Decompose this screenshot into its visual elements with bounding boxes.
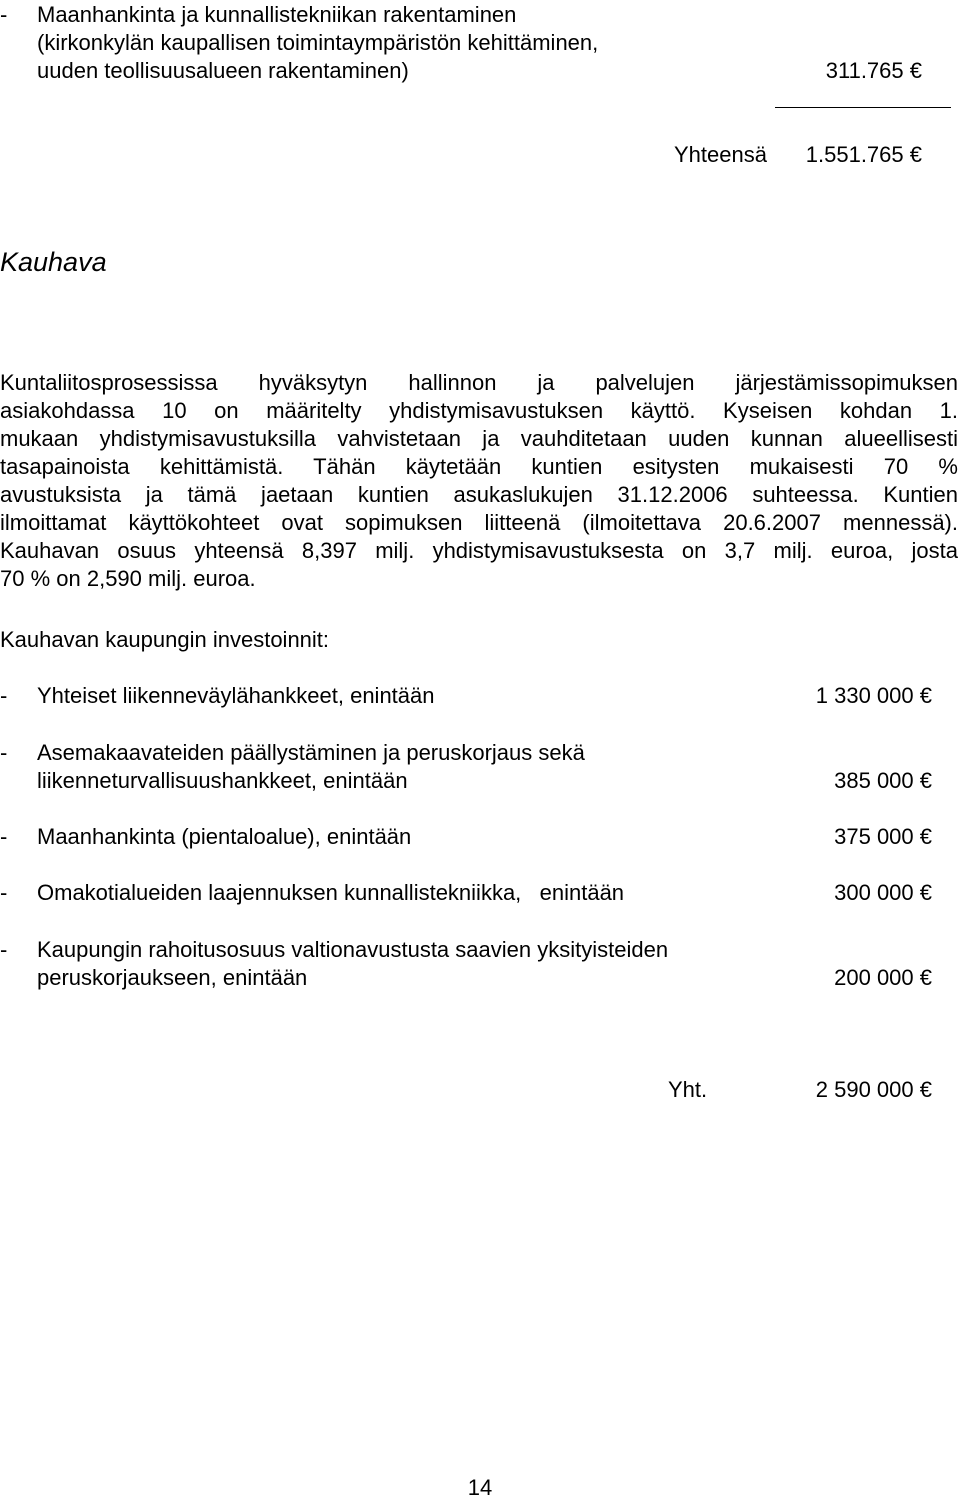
top-item-line-2: (kirkonkylän kaupallisen toimintaympäristön kehittäminen, <box>37 30 599 55</box>
list-dash: - <box>0 683 8 708</box>
paragraph-line: avustuksista ja tämä jaetaan kuntien asukaslukujen 31.12.2006 suhteessa. Kuntien <box>0 482 958 507</box>
paragraph-line: Kauhavan osuus yhteensä 8,397 milj. yhdistymisavustuksesta on 3,7 milj. euroa, josta <box>0 538 958 563</box>
list-dash: - <box>0 740 8 765</box>
list-dash: - <box>0 2 8 27</box>
investment-item-label: peruskorjaukseen, enintään <box>37 965 308 990</box>
investment-item-label: Omakotialueiden laajennuksen kunnallistekniikka, enintään <box>37 880 625 905</box>
investments-heading: Kauhavan kaupungin investoinnit: <box>0 627 330 652</box>
investment-item-label: Kaupungin rahoitusosuus valtionavustusta saavien yksityisteiden <box>37 937 669 962</box>
list-dash: - <box>0 824 8 849</box>
investment-item-amount: 200 000 € <box>834 965 932 990</box>
investment-item-amount: 300 000 € <box>834 880 932 905</box>
top-item-line-1: Maanhankinta ja kunnallistekniikan rakentaminen <box>37 2 517 27</box>
paragraph-line: ilmoittamat käyttökohteet ovat sopimuksen liitteenä (ilmoitettava 20.6.2007 mennessä). <box>0 510 958 535</box>
subtotal-amount: 1.551.765 € <box>805 142 922 167</box>
investment-item-label: Asemakaavateiden päällystäminen ja peruskorjaus sekä <box>37 740 585 765</box>
list-dash: - <box>0 880 8 905</box>
list-dash: - <box>0 937 8 962</box>
investment-item-label: Maanhankinta (pientaloalue), enintään <box>37 824 412 849</box>
total-amount: 2 590 000 € <box>815 1077 932 1102</box>
total-label: Yht. <box>668 1077 708 1102</box>
investment-item-amount: 375 000 € <box>834 824 932 849</box>
paragraph-line: asiakohdassa 10 on määritelty yhdistymisavustuksen käyttö. Kyseisen kohdan 1. <box>0 398 958 423</box>
paragraph-line: Kuntaliitosprosessissa hyväksytyn hallinnon ja palvelujen järjestämissopimuksen <box>0 370 958 395</box>
investment-item-label: liikenneturvallisuushankkeet, enintään <box>37 768 408 793</box>
subtotal-rule <box>775 107 951 108</box>
top-item-line-3: uuden teollisuusalueen rakentaminen) <box>37 58 409 83</box>
investment-item-label: Yhteiset liikenneväylähankkeet, enintään <box>37 683 435 708</box>
top-item-amount: 311.765 € <box>825 58 922 83</box>
page-number: 14 <box>467 1475 493 1500</box>
subtotal-label: Yhteensä <box>674 142 767 167</box>
investment-item-amount: 1 330 000 € <box>815 683 932 708</box>
investment-item-amount: 385 000 € <box>834 768 932 793</box>
body-paragraph <box>0 369 958 593</box>
paragraph-line: mukaan yhdistymisavustuksilla vahvistetaan ja vauhditetaan uuden kunnan alueellisesti <box>0 426 958 451</box>
section-title: Kauhava <box>0 247 107 277</box>
paragraph-line: 70 % on 2,590 milj. euroa. <box>0 566 256 591</box>
paragraph-line: tasapainoista kehittämistä. Tähän käytetään kuntien esitysten mukaisesti 70 % <box>0 454 958 479</box>
